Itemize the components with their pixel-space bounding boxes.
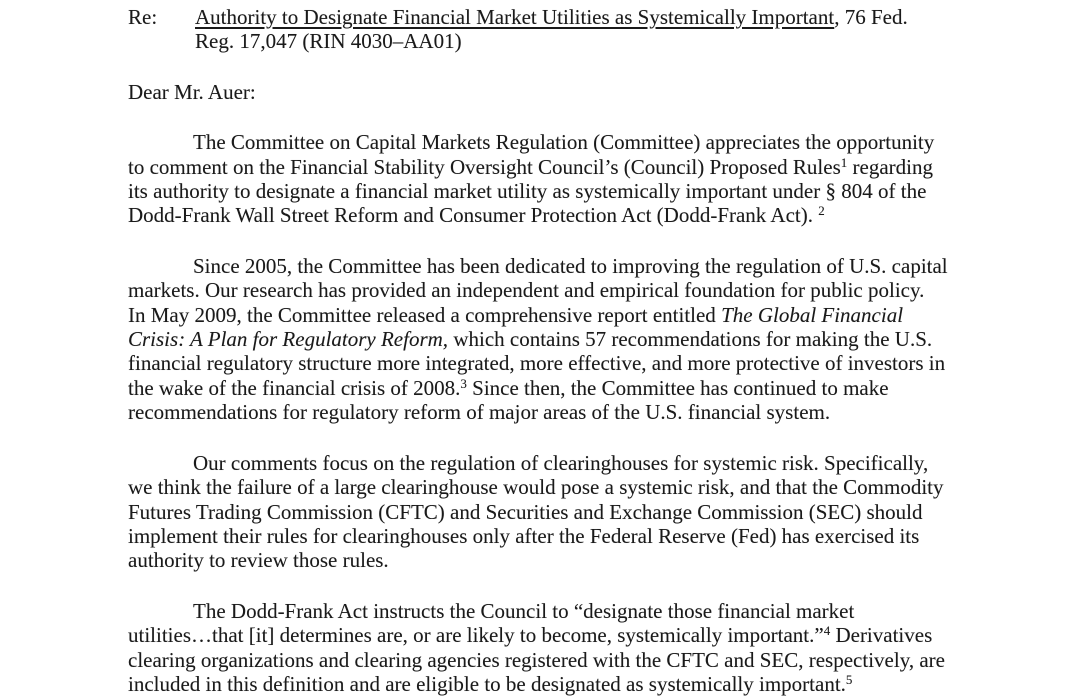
footnote-ref: 5 [845, 671, 853, 687]
text-line [128, 672, 1080, 696]
text-line [128, 327, 1080, 351]
text-line [128, 130, 1080, 154]
text-line [128, 623, 1080, 647]
text-segment: recommendations for regulatory reform of major areas of the U.S. financial system. [128, 400, 831, 425]
text-line [128, 254, 1080, 278]
text-line [128, 278, 1080, 302]
text-line [195, 29, 1080, 53]
text-line [128, 524, 1080, 548]
text-line [128, 179, 1080, 203]
footnote-ref: 4 [823, 623, 831, 639]
text-segment: we think the failure of a large clearinghouse would pose a systemic risk, and that the Commodity [128, 475, 944, 500]
text-line [128, 351, 1080, 375]
text-segment: Dodd-Frank Wall Street Reform and Consumer Protection Act (Dodd-Frank Act). [128, 203, 819, 228]
text-segment: Derivatives [830, 623, 933, 648]
text-segment: markets. Our research has provided an independent and empirical foundation for public policy. [128, 278, 925, 303]
text-line [128, 376, 1080, 400]
text-segment: which contains 57 recommendations for making the U.S. [448, 327, 933, 352]
paragraph [128, 130, 1080, 228]
text-segment: its authority to designate a financial market utility as systemically important under § 804 of the [128, 179, 927, 204]
footnote-ref: 1 [840, 154, 848, 170]
text-segment: The Committee on Capital Markets Regulation (Committee) appreciates the opportunity [193, 130, 935, 155]
footnote-ref: 2 [818, 203, 825, 219]
text-segment: financial regulatory structure more integrated, more effective, and more protective of investors in [128, 351, 946, 376]
text-line [195, 5, 1080, 29]
text-segment: Since then, the Committee has continued to make [466, 375, 889, 400]
text-segment: , 76 Fed. [834, 5, 908, 29]
text-segment: utilities…that [it] determines are, or are likely to become, systemically important.” [128, 623, 824, 648]
text-segment: Our comments focus on the regulation of clearinghouses for systemic risk. Specifically, [193, 450, 929, 475]
salutation: Dear Mr. Auer: [128, 79, 256, 104]
letter-body [128, 130, 1080, 696]
text-line [128, 648, 1080, 672]
text-segment: In May 2009, the Committee released a comprehensive report entitled [128, 302, 722, 327]
text-line [128, 203, 1080, 227]
re-label: Re: [128, 5, 158, 29]
paragraph [128, 254, 1080, 425]
text-segment: The Dodd-Frank Act instructs the Council to “designate those financial market [193, 598, 855, 623]
text-segment: included in this definition and are eligible to be designated as systemically important. [128, 671, 846, 696]
text-segment: authority to review those rules. [128, 548, 389, 573]
paragraph [128, 451, 1080, 573]
text-segment: The Global Financial [721, 302, 904, 327]
text-line [128, 599, 1080, 623]
text-line [128, 500, 1080, 524]
text-segment: regarding [847, 154, 933, 179]
text-line [128, 451, 1080, 475]
text-segment: Crisis: A Plan for Regulatory Reform, [128, 327, 449, 352]
text-segment: Futures Trading Commission (CFTC) and Securities and Exchange Commission (SEC) should [128, 499, 923, 524]
text-line [128, 548, 1080, 572]
re-citation [195, 5, 1080, 54]
text-segment: Authority to Designate Financial Market Utilities as Systemically Important [195, 5, 835, 29]
text-segment: Reg. 17,047 (RIN 4030–AA01) [195, 29, 462, 54]
footnote-ref: 3 [460, 375, 467, 391]
text-line [128, 303, 1080, 327]
paragraph [128, 599, 1080, 696]
text-segment: the wake of the financial crisis of 2008. [128, 375, 461, 400]
re-subject-block [128, 5, 1080, 54]
text-line [128, 400, 1080, 424]
text-line [128, 155, 1080, 179]
text-segment: Since 2005, the Committee has been dedicated to improving the regulation of U.S. capital [193, 253, 948, 278]
text-segment: to comment on the Financial Stability Oversight Council’s (Council) Proposed Rules [128, 154, 841, 179]
text-segment: implement their rules for clearinghouses only after the Federal Reserve (Fed) has exercised its [128, 523, 920, 548]
text-line [128, 475, 1080, 499]
text-segment: clearing organizations and clearing agencies registered with the CFTC and SEC, respectively, are [128, 647, 945, 672]
